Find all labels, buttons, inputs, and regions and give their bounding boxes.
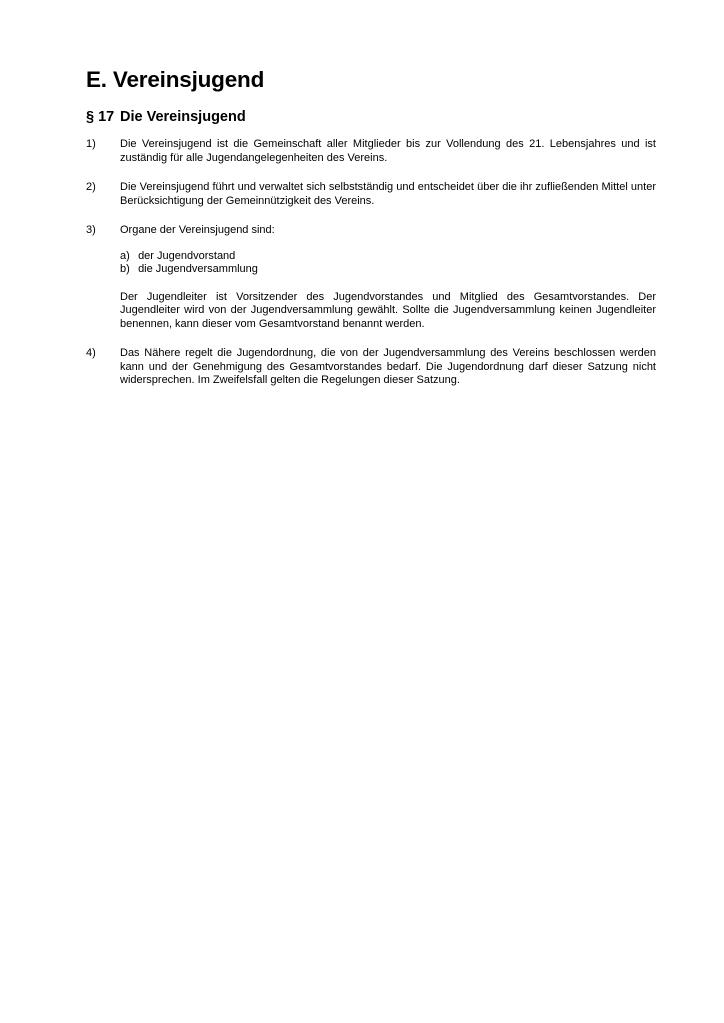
- sub-item-label: a): [120, 249, 130, 262]
- sub-item-b: [120, 263, 656, 277]
- item-number: 1): [86, 138, 96, 150]
- list-item-4: [86, 347, 656, 388]
- section-number: § 17: [86, 109, 115, 125]
- list-item-3: [86, 224, 656, 331]
- sub-item-a: [120, 250, 656, 264]
- item-text: Das Nähere regelt die Jugendordnung, die von der Jugendversammlung des Vereins beschlossen werden kann und der Genehmigung des Gesamtvorstandes bedarf. Die Jugendordnung darf dieser Satzung nicht widersprechen. Im Zweifelsfall gelten die Regelungen dieser Satzung.: [120, 347, 656, 386]
- item-paragraph: Der Jugendleiter ist Vorsitzender des Jugendvorstandes und Mitglied des Gesamtvorstandes. Der Jugendleiter wird von der Jugendversammlung gewählt. Sollte die Jugendversammlung keinen Jugendleiter benennen, kann dieser vom Gesamtvorstand benannt werden.: [120, 290, 656, 330]
- item-number: 4): [86, 347, 96, 359]
- list-item-2: [86, 181, 656, 208]
- sub-item-label: b): [120, 263, 130, 275]
- section-title: Die Vereinsjugend: [120, 109, 246, 125]
- item-list: [86, 138, 656, 388]
- document-page: [86, 66, 656, 404]
- item-text: Die Vereinsjugend ist die Gemeinschaft aller Mitglieder bis zur Vollendung des 21. Lebensjahres und ist zuständig für alle Jugendangelegenheiten des Vereins.: [120, 138, 656, 164]
- chapter-heading: E. Vereinsjugend: [86, 67, 265, 92]
- item-text: Die Vereinsjugend führt und verwaltet sich selbstständig und entscheidet über die ihr zufließenden Mittel unter Berücksichtigung der Gemeinnützigkeit des Vereins.: [120, 181, 656, 207]
- item-text: Organe der Vereinsjugend sind:: [120, 224, 275, 236]
- list-item-1: [86, 138, 656, 165]
- sub-item-text: der Jugendvorstand: [138, 249, 236, 262]
- item-number: 2): [86, 181, 96, 193]
- sub-item-text: die Jugendversammlung: [138, 263, 258, 275]
- section-heading: [86, 108, 656, 126]
- sub-list: [120, 250, 656, 277]
- item-number: 3): [86, 224, 96, 236]
